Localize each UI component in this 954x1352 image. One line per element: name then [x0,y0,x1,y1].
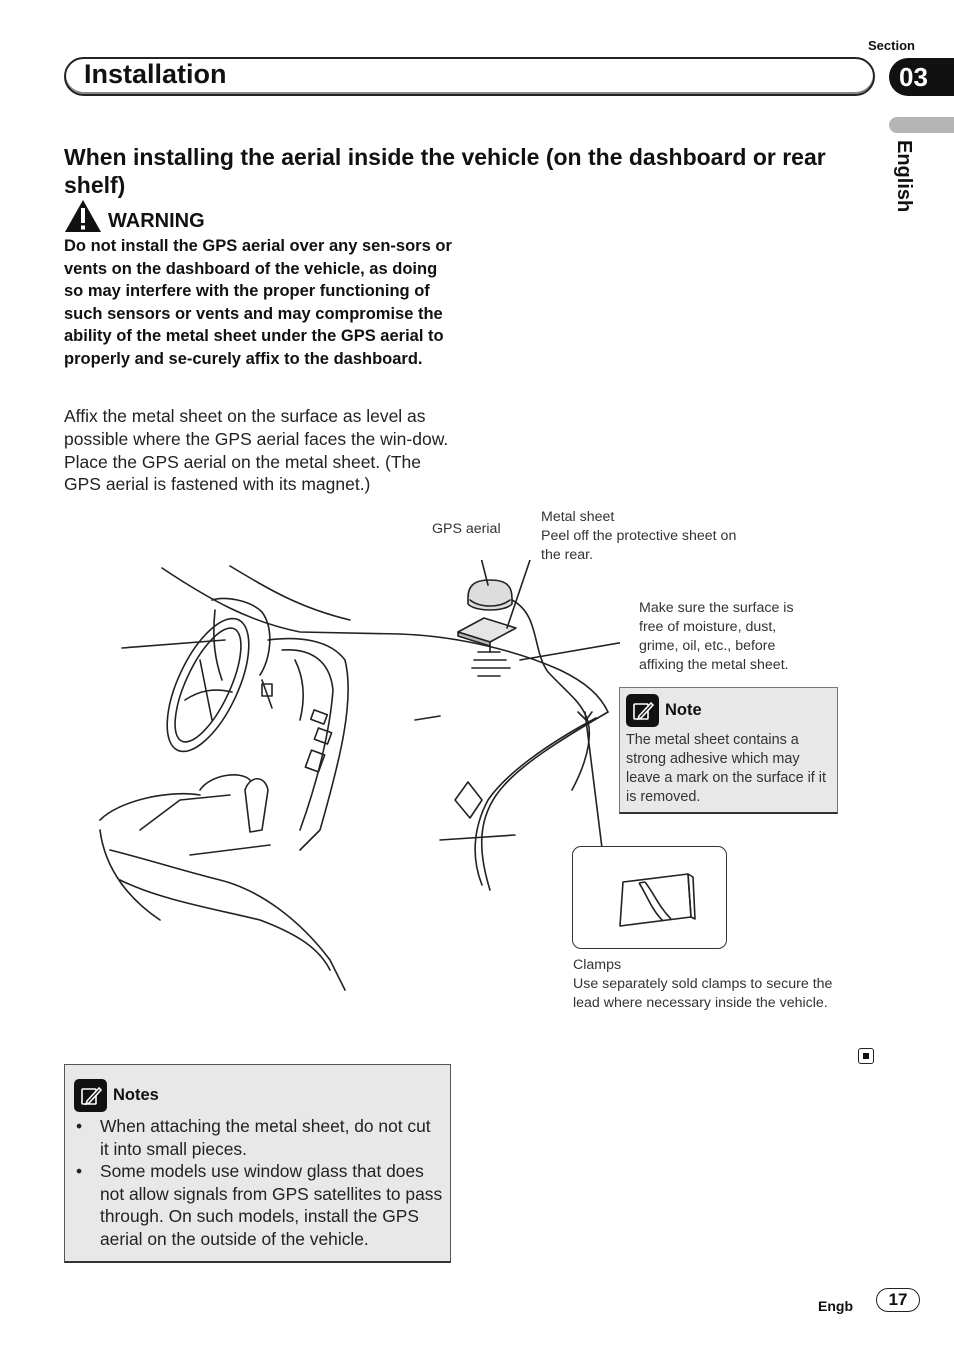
metal-sheet-label: Metal sheet [541,509,615,525]
instruction-text: Affix the metal sheet on the surface as level as possible where the GPS aerial faces the win-dow. Place the GPS aerial on the metal sheet. (The GPS aerial is fastened with its magnet.) [64,406,449,495]
memo-pencil-icon [74,1079,107,1112]
note-title: Note [665,701,702,719]
dashboard-illustration [95,560,620,1000]
notes-title: Notes [113,1086,159,1104]
section-number-badge: 03 [889,58,954,96]
list-item: • When attaching the metal sheet, do not cut it into small pieces. [76,1116,431,1159]
section-heading: When installing the aerial inside the vehicle (on the dashboard or rear shelf) [64,144,826,198]
language-code: Engb [818,1298,853,1314]
warning-title: WARNING [108,210,205,232]
gps-aerial-label: GPS aerial [432,521,501,537]
notes-list [74,1115,444,1251]
language-tab [889,117,954,133]
clamps-desc: Use separately sold clamps to secure the lead where necessary inside the vehicle. [573,976,833,1011]
metal-sheet-callout [541,508,746,565]
note-header [626,694,702,727]
page-title: Installation [84,59,227,89]
section-label: Section [868,38,915,53]
clamps-callout [573,956,833,1013]
list-item: • Some models use window glass that does not allow signals from GPS satellites to pass through. On such models, install the GPS aerial on the outside of the vehicle. [76,1161,443,1249]
warning-text: Do not install the GPS aerial over any sen-sors or vents on the dashboard of the vehicle, as doing so may interfere with the proper functioning of such sensors or vents and may compromise the ability of the metal sheet under the GPS aerial to properly and se-curely affix to the dashboard. [64,237,452,368]
clamps-label: Clamps [573,957,622,973]
memo-pencil-icon [626,694,659,727]
clamp-detail-box [572,846,727,949]
metal-sheet-desc: Peel off the protective sheet on the rear. [541,528,737,563]
list-item-text: Some models use window glass that does not allow signals from GPS satellites to pass through. On such models, install the GPS aerial on the outside of the vehicle. [100,1161,443,1249]
list-item-text: When attaching the metal sheet, do not cut it into small pieces. [100,1116,431,1159]
end-of-section-mark [858,1048,874,1064]
surface-callout: Make sure the surface is free of moisture, dust, grime, oil, etc., before affixing the metal sheet. [639,600,794,673]
page-number: 17 [876,1288,920,1312]
note-text: The metal sheet contains a strong adhesive which may leave a mark on the surface if it is removed. [626,732,826,805]
clamp-icon [573,847,725,947]
warning-header [64,199,205,233]
language-label: English [893,140,915,213]
warning-triangle-icon [64,199,102,233]
notes-header [74,1079,159,1112]
